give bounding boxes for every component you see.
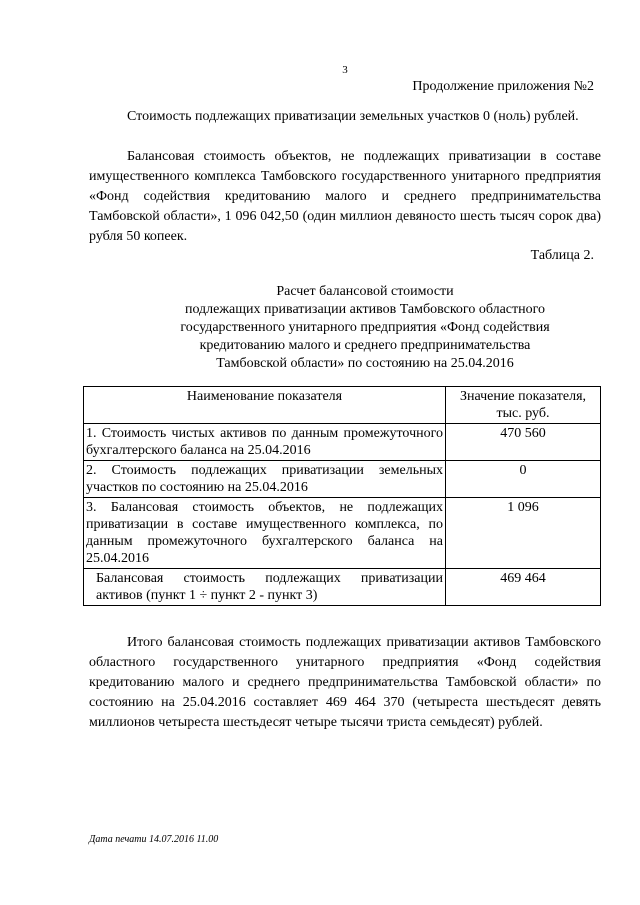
row-land-value: 0 xyxy=(446,461,601,498)
table-title-line: подлежащих приватизации активов Тамбовского областного xyxy=(184,302,546,317)
appendix-continuation: Продолжение приложения №2 xyxy=(412,79,594,94)
row-land-name: 2. Стоимость подлежащих приватизации земельных участков по состоянию на 25.04.2016 xyxy=(84,461,446,498)
table-title-line: Тамбовской области» по состоянию на 25.04.2016 xyxy=(216,356,514,371)
table-title xyxy=(130,283,600,373)
valuation-table xyxy=(83,386,601,606)
table-header-row xyxy=(84,387,601,424)
row-excluded-objects-value: 1 096 xyxy=(446,498,601,569)
table-title-line: кредитованию малого и среднего предпринимательства xyxy=(199,338,531,353)
table-row xyxy=(84,498,601,569)
header-indicator-name: Наименование показателя xyxy=(84,387,446,424)
table-title-line: Расчет балансовой стоимости xyxy=(276,284,454,299)
table-row xyxy=(84,569,601,606)
header-indicator-value: Значение показателя, тыс. руб. xyxy=(446,387,601,424)
paragraph-excluded-objects: Балансовая стоимость объектов, не подлежащих приватизации в составе имущественного комплекса Тамбовского государственного унитарного предприятия «Фонд содействия кредитованию малого и среднего предпринимательства Тамбовской области», 1 096 042,50 (один миллион девяносто шесть тысяч сорок два) рубля 50 копеек. xyxy=(89,149,601,244)
paragraph-total: Итого балансовая стоимость подлежащих приватизации активов Тамбовского областного государственного унитарного предприятия «Фонд содействия кредитованию малого и среднего предпринимательства Тамбовской области» по состоянию на 25.04.2016 составляет 469 464 370 (четыреста шестьдесят девять миллионов четыреста шестьдесят четыре тысячи триста семьдесят) рублей. xyxy=(89,635,601,730)
row-excluded-objects-name: 3. Балансовая стоимость объектов, не подлежащих приватизации в составе имущественного комплекса, по данным промежуточного бухгалтерского баланса на 25.04.2016 xyxy=(84,498,446,569)
page-number: 3 xyxy=(342,64,348,76)
paragraph-land-value: Стоимость подлежащих приватизации земельных участков 0 (ноль) рублей. xyxy=(127,109,579,124)
table-row xyxy=(84,461,601,498)
table-row xyxy=(84,424,601,461)
row-total-name: Балансовая стоимость подлежащих приватизации активов (пункт 1 ÷ пункт 2 - пункт 3) xyxy=(84,569,446,606)
row-net-assets-name: 1. Стоимость чистых активов по данным промежуточного бухгалтерского баланса на 25.04.2016 xyxy=(84,424,446,461)
row-total-value: 469 464 xyxy=(446,569,601,606)
row-net-assets-value: 470 560 xyxy=(446,424,601,461)
print-date: Дата печати 14.07.2016 11.00 xyxy=(89,834,219,845)
table-title-line: государственного унитарного предприятия «Фонд содействия xyxy=(180,320,550,335)
table-caption: Таблица 2. xyxy=(530,248,594,263)
